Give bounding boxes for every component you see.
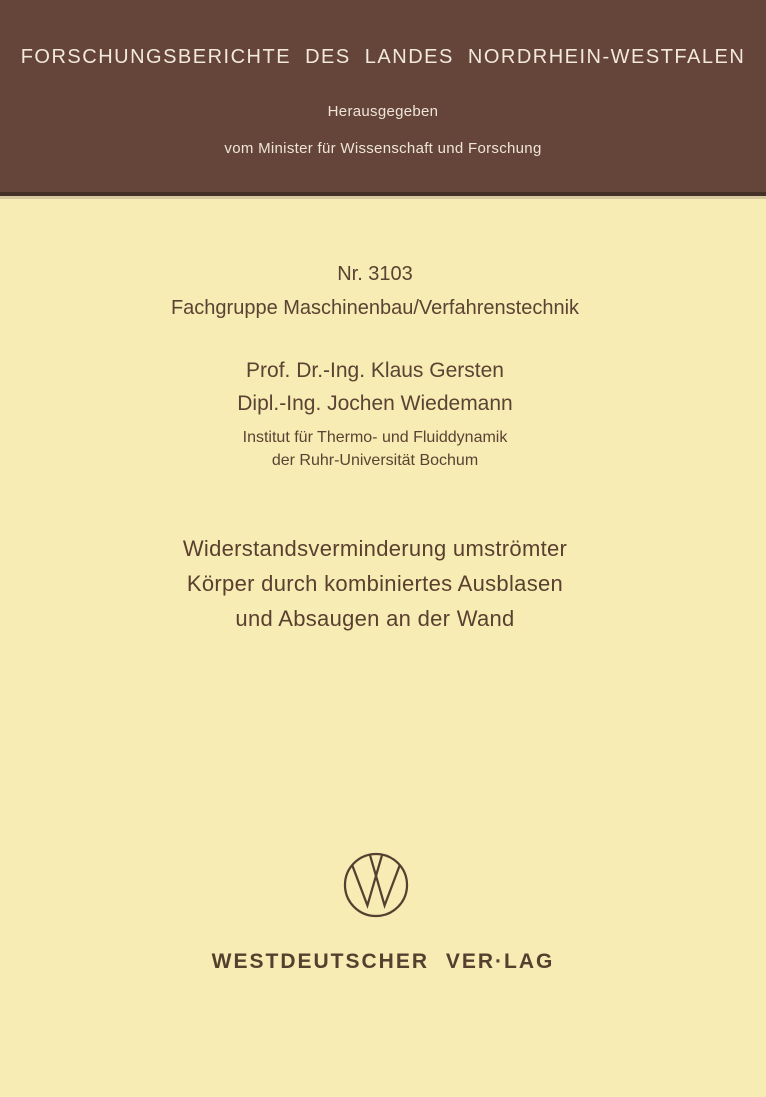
institute-line-1: Institut für Thermo- und Fluiddynamik — [242, 429, 508, 446]
book-title-line-2: Körper durch kombiniertes Ausblasen — [186, 571, 564, 596]
institute-line-2: der Ruhr-Universität Bochum — [271, 452, 479, 469]
series-title: FORSCHUNGSBERICHTE DES LANDES NORDRHEIN-WESTFALEN — [20, 46, 746, 68]
report-group: Fachgruppe Maschinenbau/Verfahrenstechnik — [170, 297, 580, 319]
author-name-1: Prof. Dr.-Ing. Klaus Gersten — [246, 359, 504, 382]
publisher-name: WESTDEUTSCHER VER·LAG — [211, 950, 555, 973]
report-number: Nr. 3103 — [337, 263, 413, 285]
westdeutscher-verlag-w-monogram-icon — [343, 852, 409, 918]
published-label: Herausgegeben — [327, 103, 439, 120]
minister-line: vom Minister für Wissenschaft und Forschung — [224, 140, 542, 157]
book-title-line-3: und Absaugen an der Wand — [235, 606, 515, 631]
header-band-light-edge — [0, 196, 766, 199]
book-title-line-1: Widerstandsverminderung umströmter — [182, 536, 568, 561]
header-band — [0, 0, 766, 192]
author-name-2: Dipl.-Ing. Jochen Wiedemann — [237, 392, 513, 415]
